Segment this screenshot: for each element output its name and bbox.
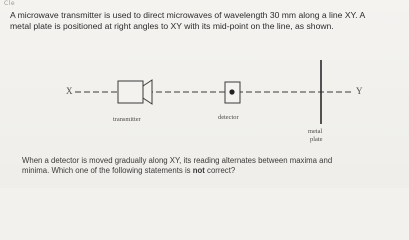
intro-line-2: metal plate is positioned at right angles to XY with its mid-point on the line, as shown. (10, 20, 334, 31)
question-text (22, 156, 402, 175)
label-transmitter: transmitter (113, 116, 141, 123)
transmitter-box (118, 81, 143, 103)
question-not-word: not (192, 165, 205, 175)
question-line-1: When a detector is moved gradually along XY, its reading alternates between maxima and (22, 156, 333, 165)
label-plate: plate (310, 136, 323, 143)
transmitter-horn (143, 80, 152, 104)
label-metal: metal (308, 128, 323, 135)
question-line-2-prefix: minima. Which one of the following statements is (22, 165, 193, 175)
detector-dot (229, 89, 234, 94)
question-line-2 (22, 166, 402, 176)
question-line-2-suffix: correct? (204, 165, 236, 175)
label-x: X (66, 86, 73, 96)
label-y: Y (356, 86, 363, 96)
intro-line-1: A microwave transmitter is used to direct microwaves of wavelength 30 mm along a line XY. A (10, 10, 366, 20)
corner-mark: Cle (4, 0, 16, 7)
label-detector: detector (218, 114, 239, 121)
